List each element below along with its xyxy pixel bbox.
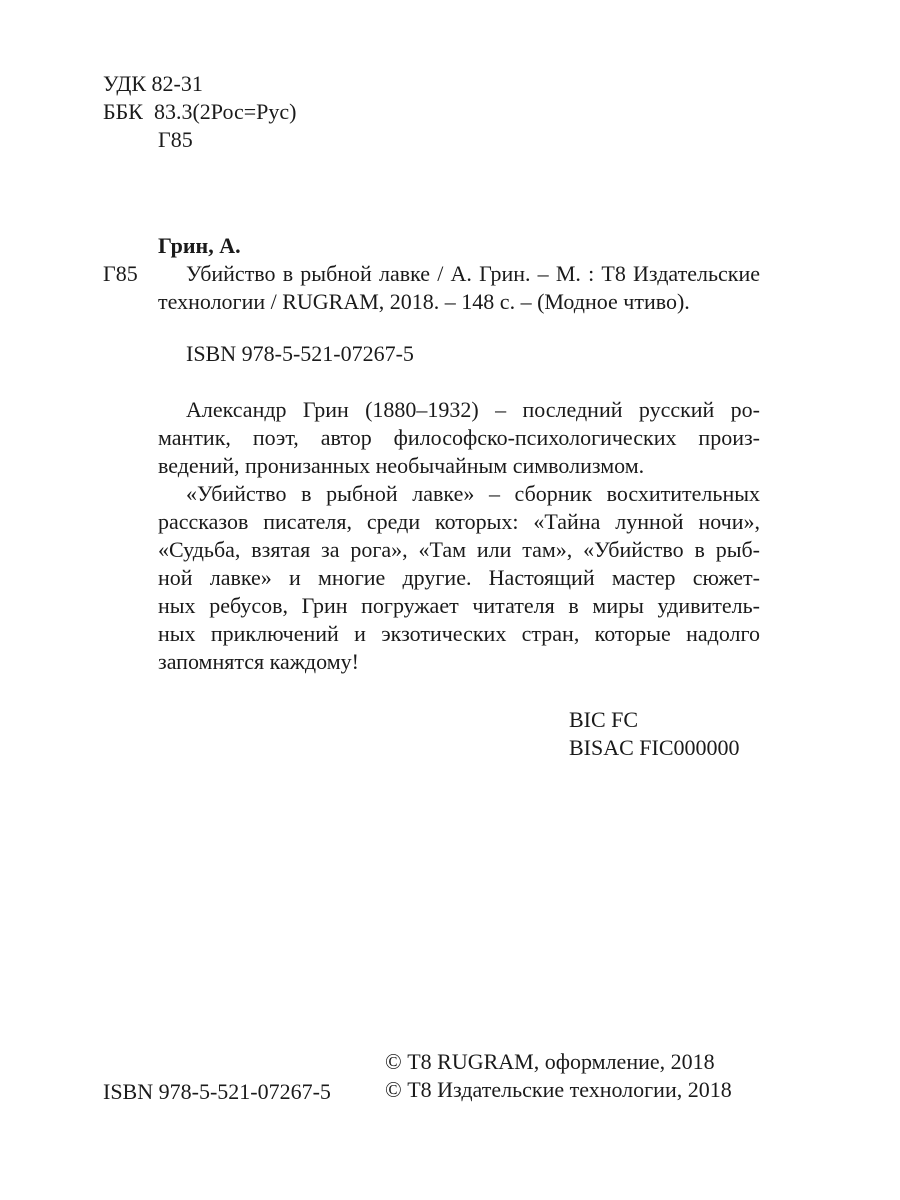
annotation-line: ной лавке» и многие другие. Настоящий мастер сюжет- bbox=[158, 565, 760, 590]
description-line: Убийство в рыбной лавке / А. Грин. – М. : Т8 Издательские bbox=[186, 261, 760, 286]
author-mark: Г85 bbox=[103, 261, 138, 286]
annotation-line: ведений, пронизанных необычайным символизмом. bbox=[158, 453, 645, 478]
bbk-code: ББК 83.3(2Рос=Рус) bbox=[103, 99, 297, 124]
copyright-rugram: © Т8 RUGRAM, оформление, 2018 bbox=[385, 1049, 715, 1074]
copyright-t8: © Т8 Издательские технологии, 2018 bbox=[385, 1077, 732, 1102]
bic-code: BIC FC bbox=[569, 707, 639, 732]
isbn-footer: ISBN 978-5-521-07267-5 bbox=[103, 1079, 331, 1104]
annotation-line: «Убийство в рыбной лавке» – сборник восхитительных bbox=[186, 481, 760, 506]
description-line: технологии / RUGRAM, 2018. – 148 с. – (Модное чтиво). bbox=[158, 289, 690, 314]
isbn-record: ISBN 978-5-521-07267-5 bbox=[186, 341, 414, 366]
bisac-code: BISAC FIC000000 bbox=[569, 735, 740, 760]
annotation-line: ных приключений и экзотических стран, которые надолго bbox=[158, 621, 760, 646]
annotation-line: Александр Грин (1880–1932) – последний русский ро- bbox=[186, 397, 760, 422]
udk-code: УДК 82-31 bbox=[103, 71, 203, 96]
annotation-line: мантик, поэт, автор философско-психологических произ- bbox=[158, 425, 760, 450]
author-mark-top: Г85 bbox=[158, 127, 193, 152]
annotation-line: ных ребусов, Грин погружает читателя в миры удивитель- bbox=[158, 593, 760, 618]
annotation-paragraph-2 bbox=[158, 480, 760, 676]
annotation-line: рассказов писателя, среди которых: «Тайна лунной ночи», bbox=[158, 509, 760, 534]
author-heading: Грин, А. bbox=[158, 233, 241, 258]
annotation-line: запомнятся каждому! bbox=[158, 649, 359, 674]
annotation-line: «Судьба, взятая за рога», «Там или там», «Убийство в рыб- bbox=[158, 537, 760, 562]
bibliographic-description bbox=[158, 260, 760, 316]
annotation-paragraph-1 bbox=[158, 396, 760, 480]
